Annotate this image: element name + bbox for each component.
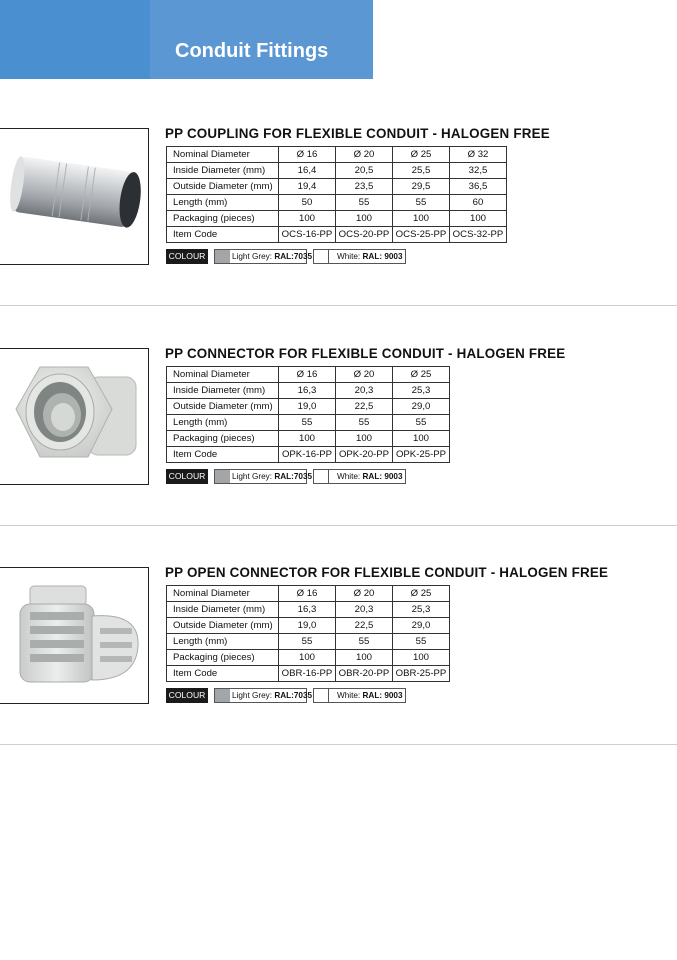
table-row: [167, 227, 507, 243]
table-cell: OBR-16-PP: [279, 666, 336, 682]
row-label: Nominal Diameter: [167, 367, 279, 383]
spec-table: [166, 585, 450, 682]
white-swatch: [314, 689, 329, 702]
coupling-product-image: [0, 128, 149, 265]
row-label: Packaging (pieces): [167, 431, 279, 447]
light-grey-swatch: [215, 250, 230, 263]
table-cell: OPK-25-PP: [393, 447, 450, 463]
white-ral-code: RAL: 9003: [362, 472, 403, 481]
product-section-coupling: [0, 128, 677, 308]
table-cell: 55: [336, 195, 393, 211]
section-divider: [0, 305, 677, 306]
table-cell: 20,5: [336, 163, 393, 179]
colour-label: COLOUR: [166, 469, 208, 484]
table-cell: 16,4: [279, 163, 336, 179]
colour-white: [313, 469, 406, 484]
table-cell: OCS-32-PP: [450, 227, 507, 243]
table-cell: 36,5: [450, 179, 507, 195]
table-row: [167, 634, 450, 650]
grey-colour-name: Light Grey:: [232, 691, 273, 700]
table-row: [167, 415, 450, 431]
colour-label: COLOUR: [166, 688, 208, 703]
header-accent-block: [0, 0, 150, 79]
table-row: [167, 431, 450, 447]
table-cell: Ø 16: [279, 367, 336, 383]
table-row: [167, 447, 450, 463]
row-label: Inside Diameter (mm): [167, 383, 279, 399]
section-title: PP COUPLING FOR FLEXIBLE CONDUIT - HALOGEN FREE: [165, 126, 550, 141]
table-row: [167, 163, 507, 179]
table-cell: 29,5: [393, 179, 450, 195]
table-cell: OBR-20-PP: [336, 666, 393, 682]
page-title: Conduit Fittings: [175, 40, 329, 62]
table-cell: 19,0: [279, 399, 336, 415]
table-cell: 55: [393, 415, 450, 431]
row-label: Length (mm): [167, 195, 279, 211]
table-cell: 100: [279, 211, 336, 227]
table-cell: 23,5: [336, 179, 393, 195]
row-label: Nominal Diameter: [167, 586, 279, 602]
table-cell: 100: [279, 431, 336, 447]
table-cell: Ø 25: [393, 586, 450, 602]
grey-ral-code: RAL:7035: [274, 252, 313, 261]
table-cell: 55: [393, 195, 450, 211]
table-cell: Ø 20: [336, 147, 393, 163]
table-row: [167, 666, 450, 682]
row-label: Packaging (pieces): [167, 650, 279, 666]
white-swatch: [314, 470, 329, 483]
grey-colour-name: Light Grey:: [232, 252, 273, 261]
section-divider: [0, 525, 677, 526]
table-cell: 19,4: [279, 179, 336, 195]
table-row: [167, 586, 450, 602]
table-cell: 100: [336, 211, 393, 227]
table-cell: 100: [336, 650, 393, 666]
table-cell: 29,0: [393, 618, 450, 634]
colour-white: [313, 688, 406, 703]
row-label: Length (mm): [167, 415, 279, 431]
table-cell: 16,3: [279, 383, 336, 399]
row-label: Length (mm): [167, 634, 279, 650]
table-cell: 20,3: [336, 383, 393, 399]
table-cell: Ø 16: [279, 147, 336, 163]
row-label: Inside Diameter (mm): [167, 163, 279, 179]
table-cell: OCS-20-PP: [336, 227, 393, 243]
table-cell: Ø 25: [393, 367, 450, 383]
table-cell: 50: [279, 195, 336, 211]
section-title: PP OPEN CONNECTOR FOR FLEXIBLE CONDUIT - HALOGEN FREE: [165, 565, 609, 580]
row-label: Outside Diameter (mm): [167, 618, 279, 634]
white-colour-name: White:: [337, 252, 361, 261]
table-row: [167, 195, 507, 211]
table-cell: OCS-16-PP: [279, 227, 336, 243]
table-row: [167, 618, 450, 634]
table-cell: 32,5: [450, 163, 507, 179]
table-row: [167, 211, 507, 227]
table-cell: 19,0: [279, 618, 336, 634]
row-label: Packaging (pieces): [167, 211, 279, 227]
open-connector-product-image: [0, 567, 149, 704]
table-row: [167, 650, 450, 666]
light-grey-swatch: [215, 689, 230, 702]
table-row: [167, 179, 507, 195]
product-section-open-connector: [0, 567, 677, 747]
table-cell: 100: [336, 431, 393, 447]
table-cell: 25,3: [393, 602, 450, 618]
light-grey-swatch: [215, 470, 230, 483]
table-cell: OPK-20-PP: [336, 447, 393, 463]
table-cell: 55: [336, 634, 393, 650]
table-row: [167, 383, 450, 399]
row-label: Outside Diameter (mm): [167, 179, 279, 195]
grey-ral-code: RAL:7035: [274, 472, 313, 481]
table-cell: Ø 20: [336, 367, 393, 383]
colour-label: COLOUR: [166, 249, 208, 264]
spec-table: [166, 366, 450, 463]
white-ral-code: RAL: 9003: [362, 691, 403, 700]
table-cell: OPK-16-PP: [279, 447, 336, 463]
section-title: PP CONNECTOR FOR FLEXIBLE CONDUIT - HALOGEN FREE: [165, 346, 566, 361]
table-cell: 100: [393, 211, 450, 227]
white-ral-code: RAL: 9003: [362, 252, 403, 261]
spec-table: [166, 146, 507, 243]
colour-light-grey: [214, 688, 313, 703]
table-cell: 20,3: [336, 602, 393, 618]
table-cell: OCS-25-PP: [393, 227, 450, 243]
row-label: Nominal Diameter: [167, 147, 279, 163]
table-cell: Ø 25: [393, 147, 450, 163]
white-colour-name: White:: [337, 691, 361, 700]
row-label: Outside Diameter (mm): [167, 399, 279, 415]
table-cell: 22,5: [336, 399, 393, 415]
table-cell: 55: [279, 634, 336, 650]
connector-product-image: [0, 348, 149, 485]
table-cell: 100: [279, 650, 336, 666]
table-row: [167, 147, 507, 163]
colour-white: [313, 249, 406, 264]
white-swatch: [314, 250, 329, 263]
row-label: Inside Diameter (mm): [167, 602, 279, 618]
product-section-connector: [0, 348, 677, 528]
table-cell: Ø 32: [450, 147, 507, 163]
row-label: Item Code: [167, 666, 279, 682]
table-cell: Ø 16: [279, 586, 336, 602]
table-cell: 25,5: [393, 163, 450, 179]
table-cell: Ø 20: [336, 586, 393, 602]
table-cell: 100: [393, 650, 450, 666]
grey-ral-code: RAL:7035: [274, 691, 313, 700]
table-cell: 25,3: [393, 383, 450, 399]
row-label: Item Code: [167, 447, 279, 463]
table-cell: 100: [450, 211, 507, 227]
table-row: [167, 602, 450, 618]
table-cell: 16,3: [279, 602, 336, 618]
table-cell: 60: [450, 195, 507, 211]
section-divider: [0, 744, 677, 745]
table-cell: 100: [393, 431, 450, 447]
table-cell: 55: [336, 415, 393, 431]
grey-colour-name: Light Grey:: [232, 472, 273, 481]
table-row: [167, 399, 450, 415]
colour-light-grey: [214, 249, 313, 264]
table-cell: 29,0: [393, 399, 450, 415]
table-cell: OBR-25-PP: [393, 666, 450, 682]
table-row: [167, 367, 450, 383]
table-cell: 55: [279, 415, 336, 431]
white-colour-name: White:: [337, 472, 361, 481]
table-cell: 55: [393, 634, 450, 650]
row-label: Item Code: [167, 227, 279, 243]
table-cell: 22,5: [336, 618, 393, 634]
colour-light-grey: [214, 469, 313, 484]
